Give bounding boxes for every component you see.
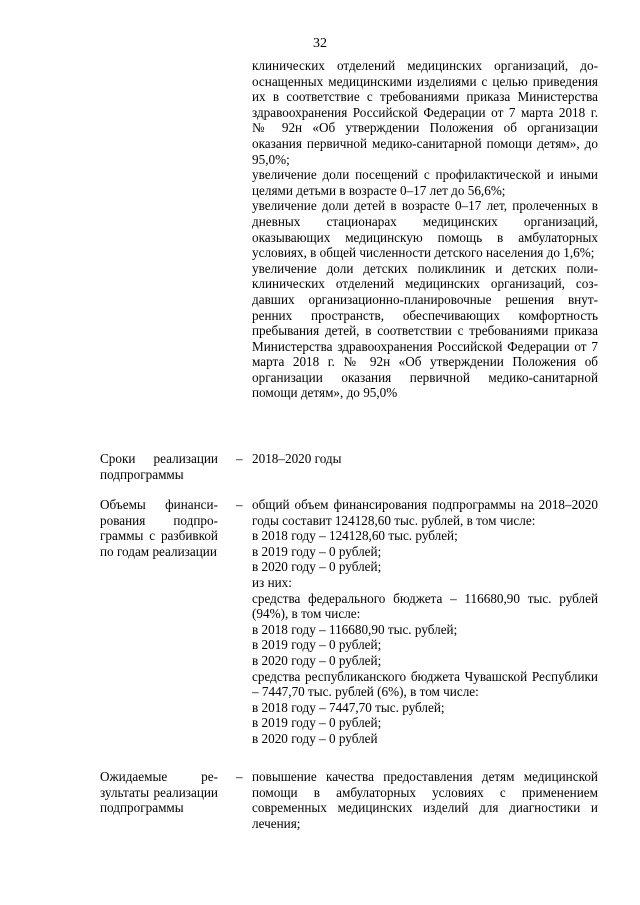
content-line: в 2019 году – 0 рублей; — [252, 715, 382, 731]
row-dash: – — [236, 497, 243, 512]
intro-paragraph: клинических отделений медицинских организаций, дооснащенных медицинскими изделиями с целью приведения их в соответствие с требованиями приказа Министерства здравоохранения Российской Федерации от 7 марта 2018 г. № 92н «Об утверждении Положения об организации оказания первичной медико-санитарной помощи детям», до 95,0%; — [252, 58, 598, 167]
intro-continuation — [252, 58, 598, 401]
row-dash: – — [236, 769, 243, 784]
content-line: средства федерального бюджета – 116680,90 тыс. рублей (94%), в том числе: — [252, 590, 598, 622]
intro-paragraph: увеличение доли посещений с профилактической и иными целями детьми в возрасте 0–17 лет до 56,6%; — [252, 167, 598, 198]
content-line: в 2018 году – 116680,90 тыс. рублей; — [252, 621, 458, 637]
content-line: средства республиканского бюджета Чувашской Республики – 7447,70 тыс. рублей (6%), в том числе: — [252, 668, 598, 700]
content-line: в 2020 году – 0 рублей; — [252, 559, 382, 575]
content-line: в 2019 году – 0 рублей; — [252, 543, 382, 559]
content-line: из них: — [252, 574, 292, 590]
row-content — [252, 769, 598, 831]
row-content — [252, 451, 598, 467]
row-dash: – — [236, 451, 243, 466]
content-line: общий объем финансирования подпрограммы на 2018–2020 годы составит 124128,60 тыс. рублей, в том числе: — [252, 497, 598, 528]
content-line: повышение качества предоставления детям медицинской помощи в амбулаторных условиях с применением современных медицинских изделий для диагностики и лечения; — [252, 769, 598, 831]
intro-paragraph: увеличение доли детских поликлиник и детских поликлинических отделений медицинских организаций, создавших организационно-планировочные решения внутренних пространств, обеспечивающих комфортность пребывания детей, в соответствии с требованиями приказа Министерства здравоохранения Российской Федерации от 7 марта 2018 г. № 92н «Об утверждении Положения об организации оказания первичной медико-санитарной помощи детям», до 95,0% — [252, 260, 598, 401]
row-label: Ожидаемые результаты реализации подпрограммы — [100, 769, 218, 816]
row-label: Объемы финансирования подпрограммы с разбивкой по годам реализации — [100, 497, 218, 559]
row-label: Сроки реализации подпрограммы — [100, 451, 218, 482]
page-number: 32 — [313, 36, 327, 51]
row-content — [252, 497, 598, 747]
intro-paragraph: увеличение доли детей в возрасте 0–17 лет, пролеченных в дневных стационарах медицинских организаций, оказывающих медицинскую помощь в амбулаторных условиях, в общей численности детского населения до 1,6%; — [252, 198, 598, 261]
content-line: в 2020 году – 0 рублей; — [252, 652, 382, 668]
content-line: в 2018 году – 124128,60 тыс. рублей; — [252, 528, 458, 544]
content-line: в 2020 году – 0 рублей — [252, 730, 378, 746]
content-line: в 2019 году – 0 рублей; — [252, 637, 382, 653]
content-line: 2018–2020 годы — [252, 451, 342, 466]
content-line: в 2018 году – 7447,70 тыс. рублей; — [252, 699, 445, 715]
